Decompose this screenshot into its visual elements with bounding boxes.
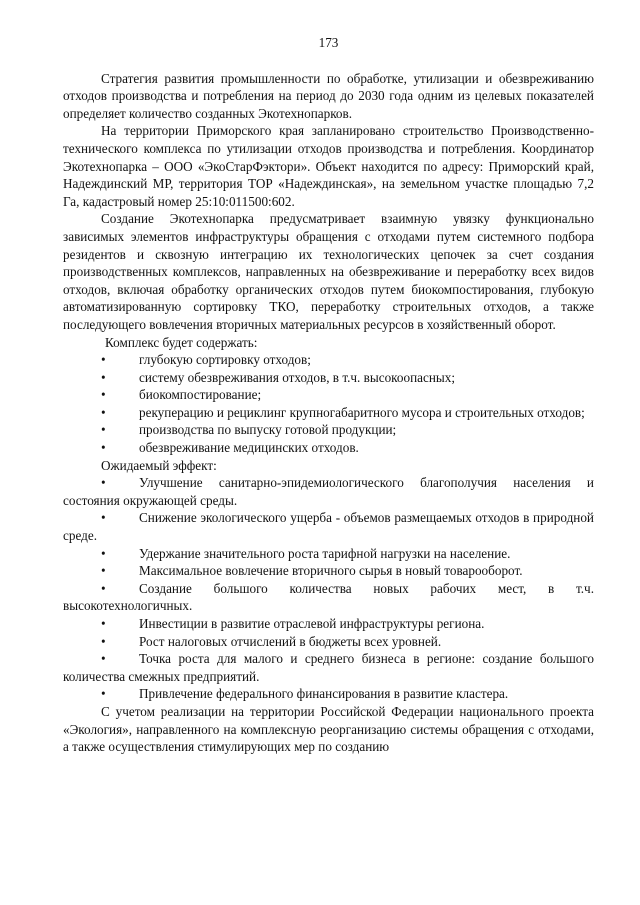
bullet-icon: • [101, 440, 106, 456]
complex-label: Комплекс будет содержать: [105, 334, 258, 350]
list-item: • Точка роста для малого и среднего бизнеса в регионе: создание большого количества смежных предприятий. [63, 651, 594, 684]
bullet-icon: • [101, 580, 106, 596]
bullet-icon: • [101, 422, 106, 438]
list-item: • Создание большого количества новых рабочих мест, в т.ч. высокотехнологичных. [63, 580, 594, 614]
list-item: • биокомпостирование; [101, 387, 262, 403]
list-item: • Инвестиции в развитие отраслевой инфраструктуры региона. [101, 616, 485, 631]
list-item: • Снижение экологического ущерба - объемов размещаемых отходов в природной среде. [63, 510, 594, 544]
paragraph-territory: На территории Приморского края запланировано строительство Производственно-технического комплекса по утилизации отходов производства и потребления. Координатор Экотехнопарка – ООО «ЭкоСтарФэктори». Объект находится по адресу: Приморский край, Надеждинский МР, территория ТОР «Надеждинская», на земельном участке площадью 7,2 Га, кадастровый номер 25:10:011500:602. [63, 123, 594, 209]
bullet-icon: • [101, 510, 106, 526]
bullet-icon: • [101, 404, 106, 420]
bullet-icon: • [101, 352, 106, 368]
list-item: • глубокую сортировку отходов; [101, 352, 311, 368]
paragraph-final: С учетом реализации на территории Российской Федерации национального проекта «Экология», направленного на комплексную реорганизацию системы обращения с отходами, а также осуществления стимулирующих мер по созданию [63, 703, 594, 755]
bullet-icon: • [101, 651, 106, 667]
bullet-icon: • [101, 633, 106, 649]
list-item: • систему обезвреживания отходов, в т.ч. высокоопасных; [101, 369, 456, 385]
effect-list [63, 474, 594, 703]
bullet-icon: • [101, 563, 106, 579]
bullet-icon: • [101, 545, 106, 561]
bullet-icon: • [101, 475, 106, 491]
effect-label: Ожидаемый эффект: [101, 457, 217, 473]
list-item: • Привлечение федерального финансирования в развитие кластера. [101, 686, 509, 702]
list-item: • обезвреживание медицинских отходов. [101, 440, 359, 456]
list-item: • производства по выпуску готовой продукции; [101, 422, 397, 438]
list-item: • Удержание значительного роста тарифной нагрузки на население. [101, 545, 511, 561]
bullet-icon: • [101, 387, 106, 403]
list-item: • рекуперацию и рециклинг крупногабаритного мусора и строительных отходов; [101, 404, 585, 420]
list-item: • Улучшение санитарно-эпидемиологического благополучия населения и состояния окружающей среды. [63, 475, 594, 508]
paragraph-strategy: Стратегия развития промышленности по обработке, утилизации и обезвреживанию отходов производства и потребления на период до 2030 года одним из целевых показателей определяет количество созданных Экотехнопарков. [63, 70, 594, 121]
list-item: • Рост налоговых отчислений в бюджеты всех уровней. [101, 633, 442, 649]
paragraph-ecotechnopark: Создание Экотехнопарка предусматривает взаимную увязку функционально зависимых элементов инфраструктуры обращения с отходами путем системного подбора резидентов и сквозную интеграцию их технологических цепочек за счет создания производственных комплексов, направленных на обезвреживание и переработку всех видов отходов, включая обработку органических отходов путем биокомпостирования, глубокую автоматизированную сортировку ТКО, переработку строительных отходов, а также последующего вовлечения вторичных материальных ресурсов в хозяйственный оборот. [63, 211, 594, 332]
bullet-icon: • [101, 369, 106, 385]
bullet-icon: • [101, 686, 106, 702]
bullet-icon: • [101, 616, 106, 631]
page-number: 173 [318, 35, 339, 50]
list-item: • Максимальное вовлечение вторичного сырья в новый товарооборот. [101, 563, 523, 579]
complex-list [63, 351, 594, 457]
